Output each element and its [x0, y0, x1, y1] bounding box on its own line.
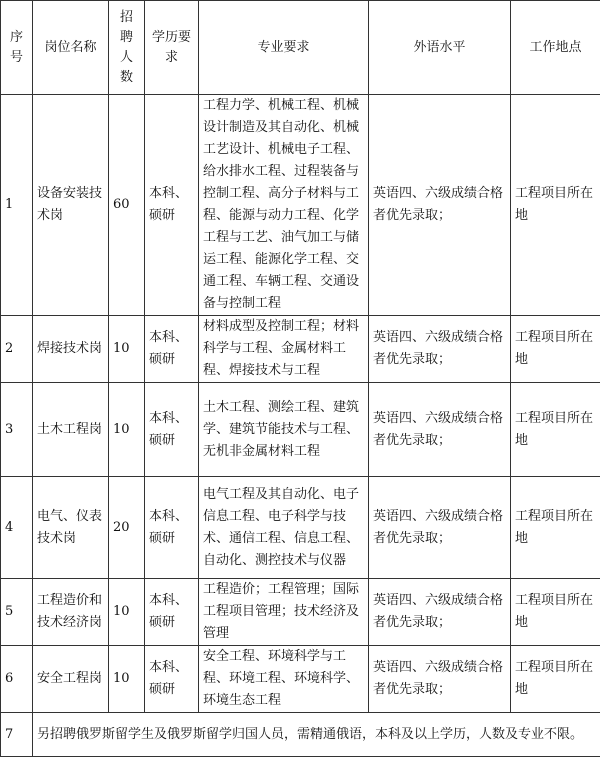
row-position: 设备安装技术岗 — [33, 95, 109, 316]
row-location: 工程项目所在地 — [511, 579, 600, 646]
row-no: 2 — [1, 316, 33, 383]
header-row — [1, 1, 600, 95]
table-row — [1, 316, 600, 383]
row-no: 4 — [1, 477, 33, 579]
footer-no: 7 — [1, 713, 33, 757]
row-major: 安全工程、环境科学与工程、环境工程、环境科学、环境生态工程 — [199, 646, 369, 713]
row-location: 工程项目所在地 — [511, 316, 600, 383]
row-education: 本科、硕研 — [145, 477, 199, 579]
row-language: 英语四、六级成绩合格者优先录取； — [369, 646, 511, 713]
row-language: 英语四、六级成绩合格者优先录取； — [369, 383, 511, 477]
row-major: 电气工程及其自动化、电子信息工程、电子科学与技术、通信工程、信息工程、自动化、测控技术与仪器 — [199, 477, 369, 579]
row-position: 焊接技术岗 — [33, 316, 109, 383]
row-education: 本科、硕研 — [145, 316, 199, 383]
row-no: 1 — [1, 95, 33, 316]
row-location: 工程项目所在地 — [511, 95, 600, 316]
row-location: 工程项目所在地 — [511, 477, 600, 579]
row-no: 5 — [1, 579, 33, 646]
row-location: 工程项目所在地 — [511, 383, 600, 477]
row-quota: 10 — [109, 316, 145, 383]
row-education: 本科、硕研 — [145, 579, 199, 646]
row-quota: 60 — [109, 95, 145, 316]
row-language: 英语四、六级成绩合格者优先录取； — [369, 477, 511, 579]
table-row — [1, 95, 600, 316]
row-major: 土木工程、测绘工程、建筑学、建筑节能技术与工程、无机非金属材料工程 — [199, 383, 369, 477]
header-no: 序 号 — [1, 1, 33, 95]
header-quota: 招 聘 人 数 — [109, 1, 145, 95]
row-education: 本科、硕研 — [145, 383, 199, 477]
row-language: 英语四、六级成绩合格者优先录取； — [369, 579, 511, 646]
footer-note: 另招聘俄罗斯留学生及俄罗斯留学归国人员，需精通俄语，本科及以上学历，人数及专业不限。 — [33, 713, 600, 757]
table-row — [1, 383, 600, 477]
header-loc: 工作地点 — [511, 1, 600, 95]
header-major: 专业要求 — [199, 1, 369, 95]
row-no: 6 — [1, 646, 33, 713]
table-row — [1, 646, 600, 713]
row-major: 工程力学、机械工程、机械设计制造及其自动化、机械工艺设计、机械电子工程、给水排水工程、过程装备与控制工程、高分子材料与工程、能源与动力工程、化学工程与工艺、油气加工与储运工程、能源化学工程、交通工程、车辆工程、交通设备与控制工程 — [199, 95, 369, 316]
row-position: 电气、仪表技术岗 — [33, 477, 109, 579]
row-major: 工程造价；工程管理；国际工程项目管理；技术经济及管理 — [199, 579, 369, 646]
row-position: 土木工程岗 — [33, 383, 109, 477]
table-row — [1, 477, 600, 579]
header-edu: 学历要 求 — [145, 1, 199, 95]
row-location: 工程项目所在地 — [511, 646, 600, 713]
row-quota: 20 — [109, 477, 145, 579]
table-row — [1, 579, 600, 646]
row-no: 3 — [1, 383, 33, 477]
row-position: 工程造价和技术经济岗 — [33, 579, 109, 646]
footer-row — [1, 713, 600, 757]
row-education: 本科、硕研 — [145, 95, 199, 316]
row-major: 材料成型及控制工程；材料科学与工程、金属材料工程、焊接技术与工程 — [199, 316, 369, 383]
row-quota: 10 — [109, 383, 145, 477]
row-language: 英语四、六级成绩合格者优先录取； — [369, 95, 511, 316]
header-lang: 外语水平 — [369, 1, 511, 95]
row-education: 本科、硕研 — [145, 646, 199, 713]
row-quota: 10 — [109, 646, 145, 713]
row-quota: 10 — [109, 579, 145, 646]
row-position: 安全工程岗 — [33, 646, 109, 713]
header-name: 岗位名称 — [33, 1, 109, 95]
row-language: 英语四、六级成绩合格者优先录取； — [369, 316, 511, 383]
